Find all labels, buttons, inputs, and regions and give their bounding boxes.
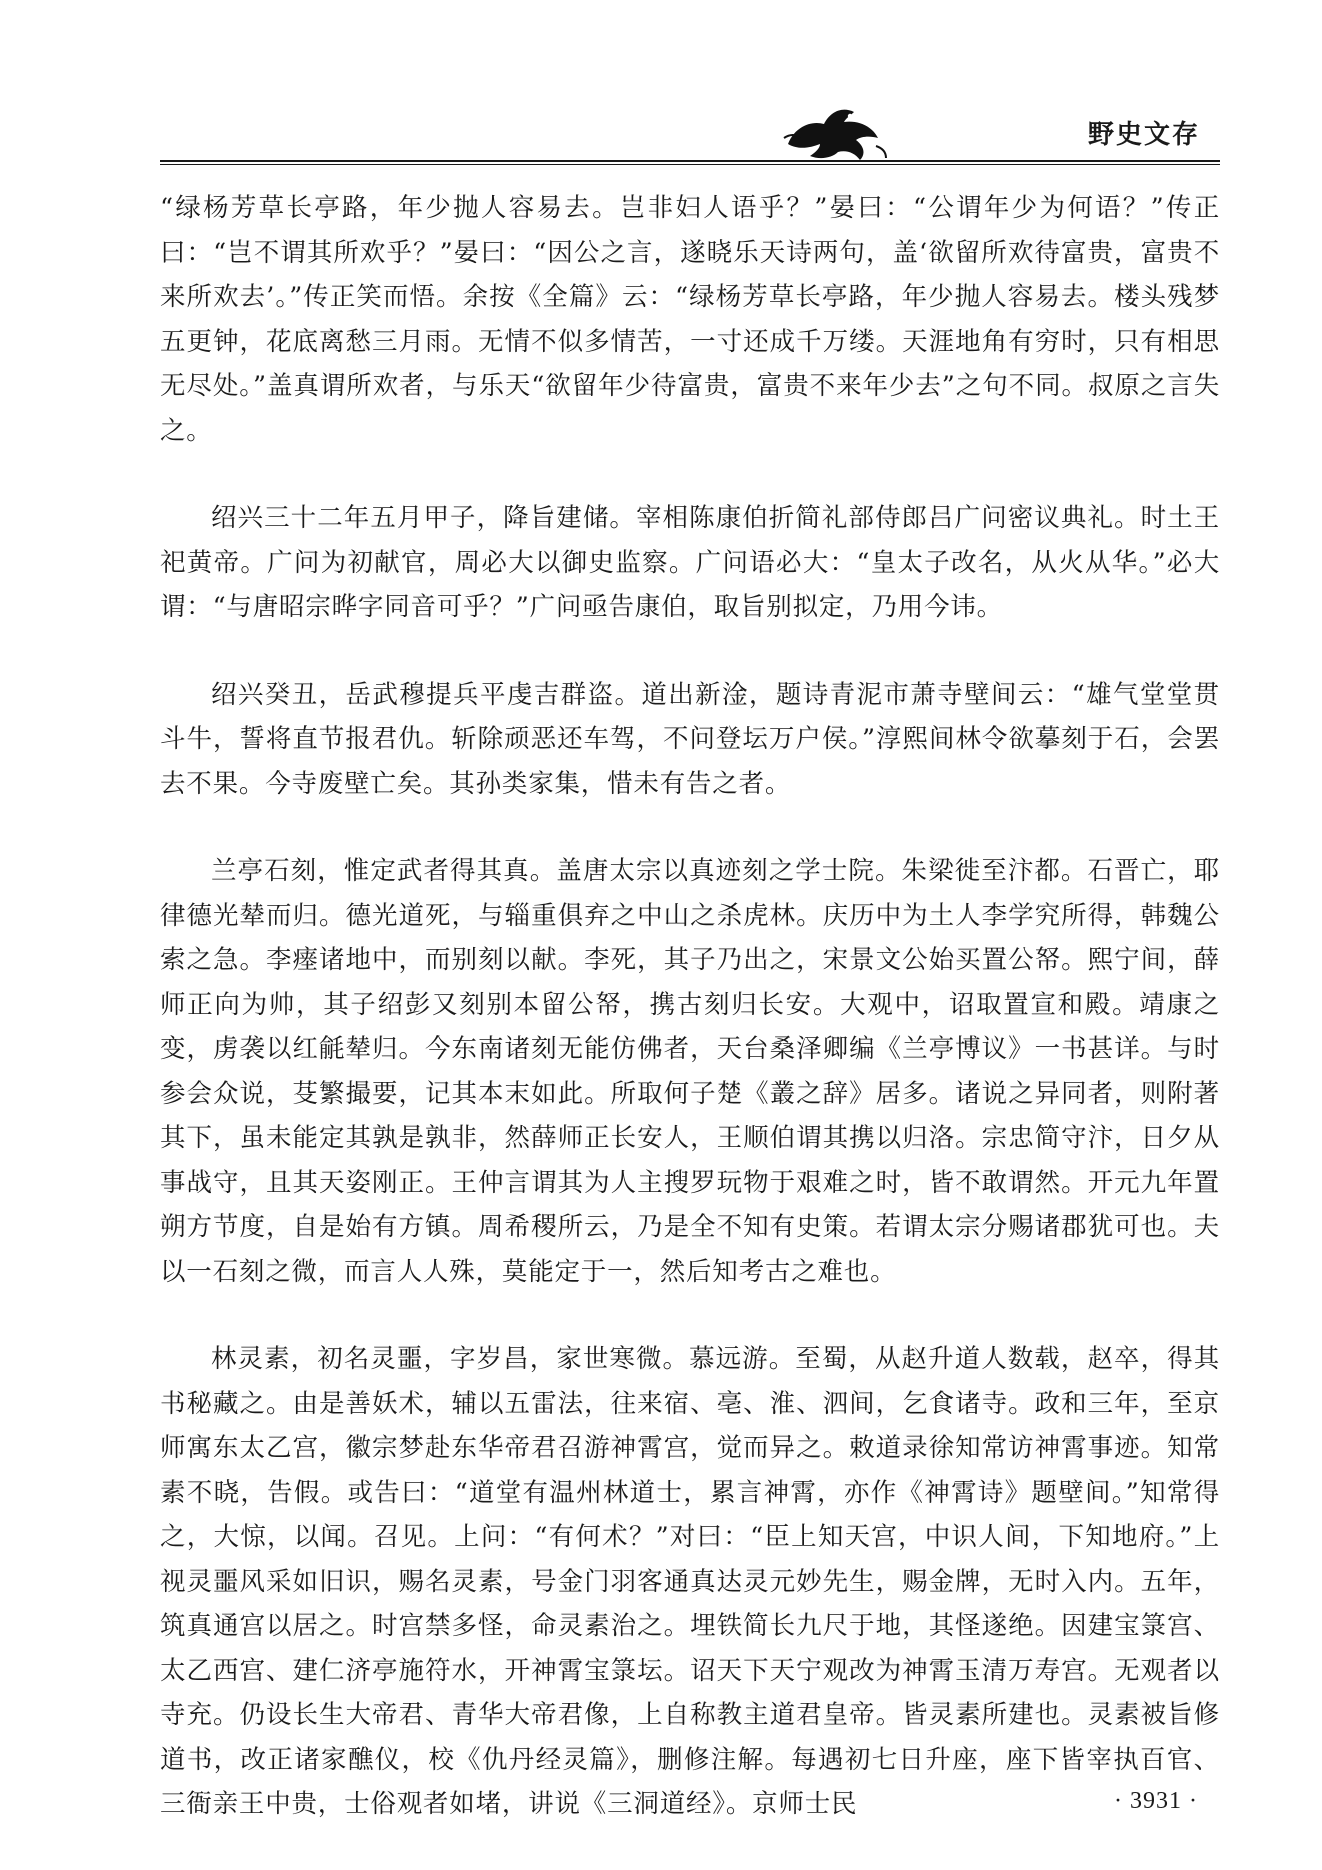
paragraph-continued: “绿杨芳草长亭路，年少抛人容易去。岂非妇人语乎？”晏曰：“公谓年少为何语？”传正曰：“岂不谓其所欢乎？”晏曰：“因公之言，遂晓乐天诗两句，盖‘欲留所欢待富贵，富贵不来所欢去’。”传正笑而悟。余按《全篇》云：“绿杨芳草长亭路，年少抛人容易去。楼头残梦五更钟，花底离愁三月雨。无情不似多情苦，一寸还成千万缕。天涯地角有穷时，只有相思无尽处。”盖真谓所欢者，与乐天“欲留年少待富贵，富贵不来年少去”之句不同。叔原之言失之。 <box>160 193 1220 446</box>
paragraph-lin-lingsu: 林灵素，初名灵噩，字岁昌，家世寒微。慕远游。至蜀，从赵升道人数载，赵卒，得其书秘藏之。由是善妖术，辅以五雷法，往来宿、亳、淮、泗间，乞食诸寺。政和三年，至京师寓东太乙宫，徽宗梦赴东华帝君召游神霄宫，觉而异之。敕道录徐知常访神霄事迹。知常素不晓，告假。或告曰：“道堂有温州林道士，累言神霄，亦作《神霄诗》题壁间。”知常得之，大惊，以闻。召见。上问：“有何术？”对曰：“臣上知天宫，中识人间，下知地府。”上视灵噩风采如旧识，赐名灵素，号金门羽客通真达灵元妙先生，赐金牌，无时入内。五年，筑真通宫以居之。时宫禁多怪，命灵素治之。埋铁简长九尺于地，其怪遂绝。因建宝箓宫、太乙西宫、建仁济亭施符水，开神霄宝箓坛。诏天下天宁观改为神霄玉清万寿宫。无观者以寺充。仍设长生大帝君、青华大帝君像，上自称教主道君皇帝。皆灵素所建也。灵素被旨修道书，改正诸家醮仪，校《仇丹经灵篇》，删修注解。每遇初七日升座，座下皆宰执百官、三衙亲王中贵，士俗观者如堵，讲说《三洞道经》。京师士民 <box>160 1344 1220 1819</box>
paragraph-lanting-stone: 兰亭石刻，惟定武者得其真。盖唐太宗以真迹刻之学士院。朱梁徙至汴都。石晋亡，耶律德光辇而归。德光道死，与辎重俱弃之中山之杀虎林。庆历中为土人李学究所得，韩魏公索之急。李瘗诸地中，而别刻以献。李死，其子乃出之，宋景文公始买置公帑。熙宁间，薛师正向为帅，其子绍彭又刻别本留公帑，携古刻归长安。大观中，诏取置宣和殿。靖康之变，虏袭以红毹辇归。今东南诸刻无能仿佛者，天台桑泽卿编《兰亭博议》一书甚详。与时参会众说，芟繁撮要，记其本末如此。所取何子楚《叢之辞》居多。诸说之异同者，则附著其下，虽未能定其孰是孰非，然薛师正长安人，王顺伯谓其携以归洛。宗忠简守汴，日夕从事战守，且其天姿刚正。王仲言谓其为人主搜罗玩物于艰难之时，皆不敢谓然。开元九年置朔方节度，自是始有方镇。周希稷所云，乃是全不知有史策。若谓太宗分赐诸郡犹可也。夫以一石刻之微，而言人人殊，莫能定于一，然后知考古之难也。 <box>160 856 1220 1287</box>
page-number: · 3931 · <box>1114 1788 1198 1814</box>
paragraph-yue-fei-poem: 绍兴癸丑，岳武穆提兵平虔吉群盗。道出新淦，题诗青泥市萧寺壁间云：“雄气堂堂贯斗牛，誓将直节报君仇。斩除顽恶还车驾，不问登坛万户侯。”淳熙间林令欲摹刻于石，会罢去不果。今寺废壁亡矣。其孙类家集，惜未有告之者。 <box>160 679 1220 799</box>
header-title: 野史文存 <box>1087 120 1200 150</box>
paragraph-shaoxing-succession: 绍兴三十二年五月甲子，降旨建储。宰相陈康伯折简礼部侍郎吕广问密议典礼。时土王祀黄帝。广问为初献官，周必大以御史监察。广问语必大：“皇太子改名，从火从华。”必大谓：“与唐昭宗晔字同音可乎？”广问亟告康伯，取旨别拟定，乃用今讳。 <box>160 503 1220 622</box>
header-rule <box>160 160 1220 165</box>
dragon-emblem-icon <box>780 98 890 164</box>
running-header <box>160 92 1220 172</box>
body-text <box>160 186 1220 1870</box>
